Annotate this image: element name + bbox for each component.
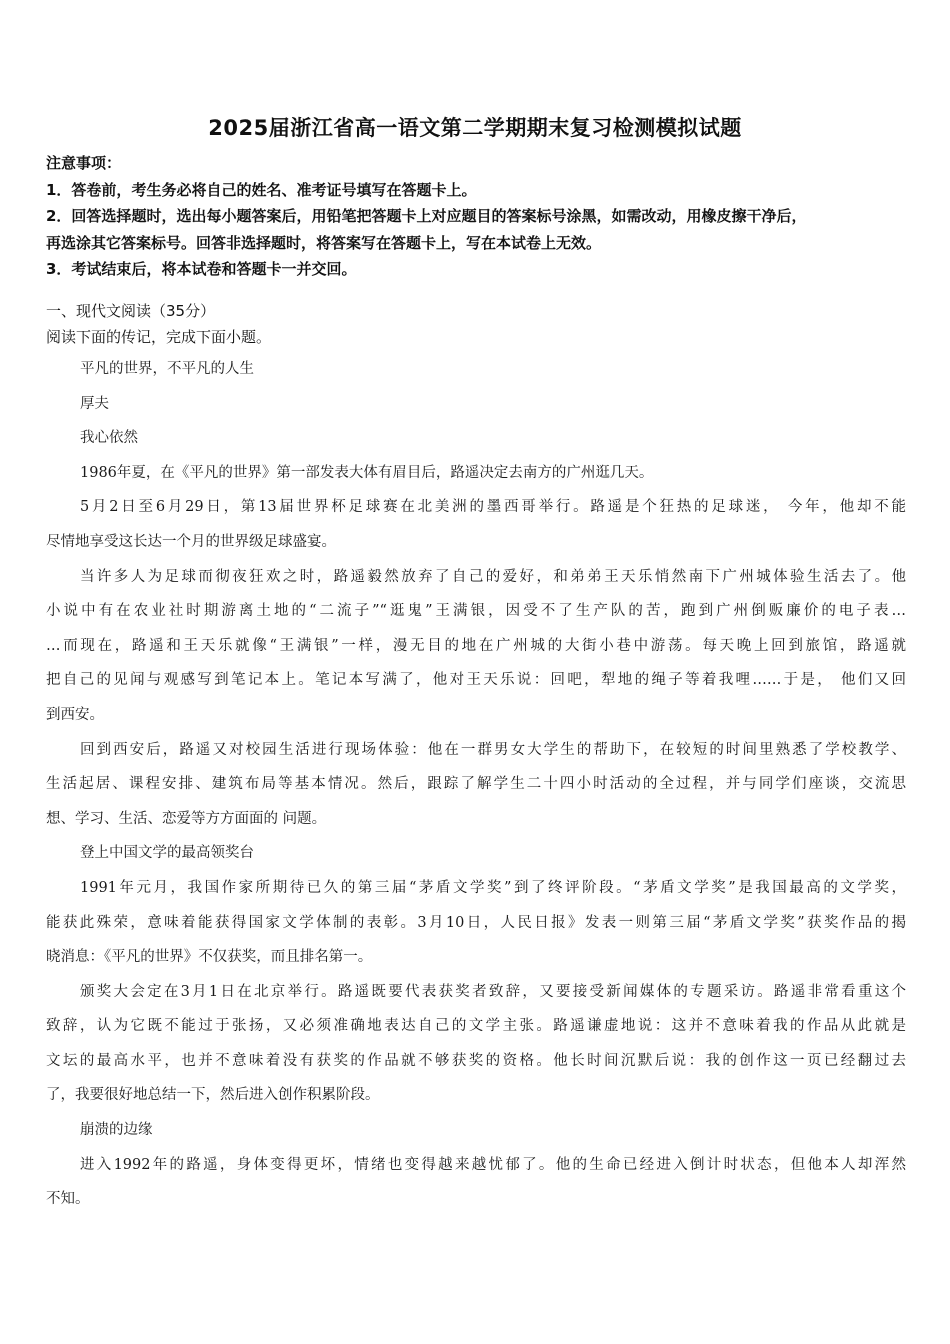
section-instruction: 阅读下面的传记，完成下面小题。	[46, 328, 272, 346]
notice-heading: 注意事项：	[46, 154, 122, 172]
notice-block	[46, 150, 906, 283]
passage-line: …而现在，路遥和王天乐就像“王满银”一样，漫无目的地在广州城的大街小巷中游荡。每天晚上回到旅馆，路遥就	[46, 637, 906, 654]
passage-line: 颁奖大会定在3月1日在北京举行。路遥既要代表获奖者致辞，又要接受新闻媒体的专题采访。路遥非常看重这个	[80, 983, 906, 1000]
passage-line: 尽情地享受这长达一个月的世界级足球盛宴。	[46, 533, 336, 550]
passage-author: 厚夫	[80, 395, 109, 412]
passage-line: 不知。	[46, 1191, 90, 1208]
passage-line: 回到西安后，路遥又对校园生活进行现场体验：他在一群男女大学生的帮助下，在较短的时间里熟悉了学校教学、	[80, 741, 906, 758]
passage-line: 想、学习、生活、恋爱等方方面面的 问题。	[46, 810, 327, 827]
notice-item: 再选涂其它答案标号。回答非选择题时，将答案写在答题卡上，写在本试卷上无效。	[46, 233, 602, 252]
passage-line: 致辞，认为它既不能过于张扬，又必须准确地表达自己的文学主张。路遥谦虚地说：这并不意味着我的作品从此就是	[46, 1018, 906, 1035]
passage-line: 到西安。	[46, 706, 104, 723]
passage-line: 生活起居、课程安排、建筑布局等基本情况。然后，跟踪了解学生二十四小时活动的全过程，并与同学们座谈，交流思	[46, 776, 906, 793]
passage-line: 晓消息：《平凡的世界》不仅获奖，而且排名第一。	[46, 949, 373, 966]
passage	[46, 352, 906, 1217]
passage-line: 小说中有在农业社时期游离土地的“二流子”“逛鬼”王满银，因受不了生产队的苦，跑到广州倒贩廉价的电子表…	[46, 603, 906, 620]
passage-line: 能获此殊荣，意味着能获得国家文学体制的表彰。3月10日，人民日报》发表一则第三届“茅盾文学奖”获奖作品的揭	[46, 914, 906, 931]
passage-line: 当许多人为足球而彻夜狂欢之时，路遥毅然放弃了自己的爱好，和弟弟王天乐悄然南下广州城体验生活去了。他	[80, 568, 906, 585]
passage-line: 把自己的见闻与观感写到笔记本上。笔记本写满了，他对王天乐说：回吧，犁地的绳子等着我哩……于是， 他们又回	[46, 672, 906, 689]
notice-item: 1．答卷前，考生务必将自己的姓名、准考证号填写在答题卡上。	[46, 180, 477, 199]
passage-line: 1991年元月，我国作家所期待已久的第三届“茅盾文学奖”到了终评阶段。“茅盾文学奖”是我国最高的文学奖，	[80, 879, 906, 896]
passage-subheading: 我心依然	[80, 430, 138, 447]
section-header	[46, 298, 271, 350]
passage-subheading: 登上中国文学的最高领奖台	[80, 845, 254, 862]
passage-line: 5月2日至6月29日，第13届世界杯足球赛在北美洲的墨西哥举行。路遥是个狂热的足球迷， 今年，他却不能	[80, 499, 906, 516]
passage-heading: 平凡的世界，不平凡的人生	[80, 361, 254, 377]
notice-item: 2．回答选择题时，选出每小题答案后，用铅笔把答题卡上对应题目的答案标号涂黑，如需改动，用橡皮擦干净后，	[46, 207, 807, 225]
notice-item: 3．考试结束后，将本试卷和答题卡一并交回。	[46, 260, 357, 278]
section-heading: 一、现代文阅读（35分）	[46, 302, 216, 320]
passage-line: 进入1992年的路遥，身体变得更坏，情绪也变得越来越忧郁了。他的生命已经进入倒计时状态，但他本人却浑然	[80, 1156, 906, 1173]
exam-title: 2025届浙江省高一语文第二学期期末复习检测模拟试题	[208, 116, 742, 140]
passage-line: 文坛的最高水平，也并不意味着没有获奖的作品就不够获奖的资格。他长时间沉默后说：我的创作这一页已经翻过去	[46, 1052, 906, 1069]
passage-line: 了，我要很好地总结一下，然后进入创作积累阶段。	[46, 1087, 380, 1104]
passage-subheading: 崩溃的边缘	[80, 1122, 153, 1139]
passage-line: 1986年夏，在《平凡的世界》第一部发表大体有眉目后，路遥决定去南方的广州逛几天。	[80, 464, 654, 481]
